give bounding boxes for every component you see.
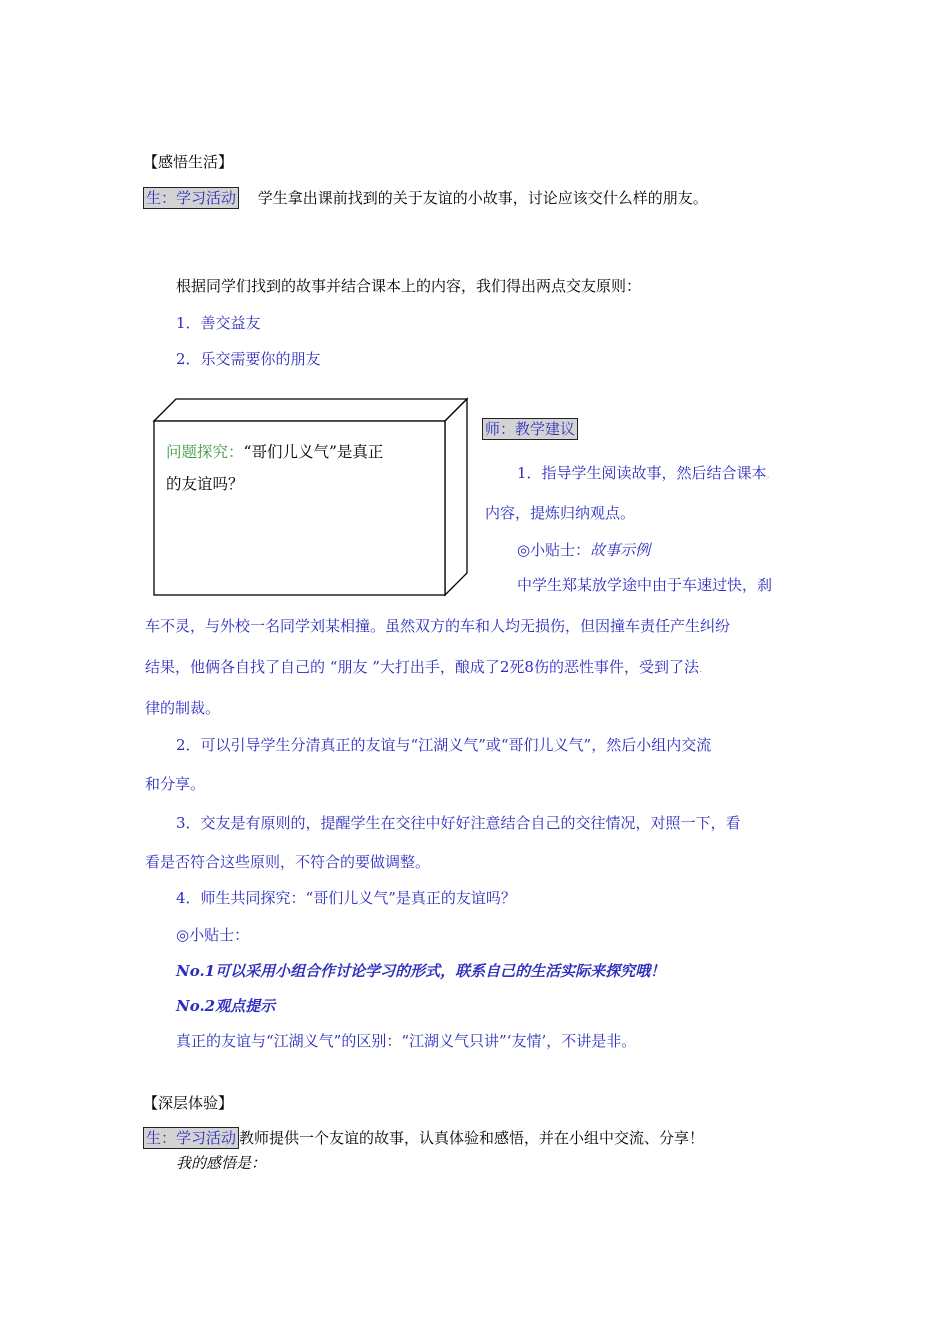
feeling-label: 我的感悟是： [176,1154,267,1172]
teacher-suggestion-tag: 师：教学建议 [482,418,578,440]
section-heading: 【深层体验】 [143,1094,234,1112]
activity-text: 学生拿出课前找到的关于友谊的小故事，讨论应该交什么样的朋友。 [257,189,708,207]
tip-no1: No.1可以采用小组合作讨论学习的形式，联系自己的生活实际来探究哦！ [176,962,666,980]
tip-title: 故事示例 [590,541,651,559]
inquiry-label: 问题探究： [166,443,244,461]
viewpoint-text: 真正的友谊与“江湖义气”的区别：“江湖义气只讲”‘友情’，不讲是非。 [176,1032,637,1050]
suggestion-2-line1: 2．可以引导学生分清真正的友谊与“江湖义气”或“哥们儿义气”，然后小组内交流 [176,736,712,754]
suggestion-3-line2: 看是否符合这些原则，不符合的要做调整。 [145,853,431,871]
story-line1: 中学生郑某放学途中由于车速过快，刹 [517,576,773,594]
suggestion-1-line1: 1．指导学生阅读故事，然后结合课本. [517,464,770,482]
student-activity-tag: 生：学习活动 [143,1127,239,1149]
principle-item: 2．乐交需要你的朋友 [176,350,321,368]
story-line3: 结果，他俩各自找了自己的 “朋友 ”大打出手，酿成了2死8伤的恶性事件，受到了法. [145,658,703,676]
activity-text: 教师提供一个友谊的故事，认真体验和感悟，并在小组中交流、分享！ [239,1129,705,1147]
edit-mark-icon: . [698,664,703,675]
tip-no2: No.2观点提示 [176,997,276,1015]
inquiry-text-line1: “哥们儿义气”是真正 [243,443,384,461]
suggestion-2-line2: 和分享。 [145,775,206,793]
tip-label: ◎小贴士： [517,541,591,559]
tip-row [517,539,650,560]
activity-row [143,1127,704,1149]
suggestion-3-line1: 3．交友是有原则的，提醒学生在交往中好好注意结合自己的交往情况，对照一下，看 [176,814,741,832]
edit-mark-icon: . [766,470,770,481]
section-heading: 【感悟生活】 [143,153,234,171]
story-line2: 车不灵，与外校一名同学刘某相撞。虽然双方的车和人均无损伤，但因撞车责任产生纠纷 [145,617,731,635]
tip2-label: ◎小贴士： [176,926,250,944]
teacher-tag-row [482,418,578,440]
suggestion-4: 4．师生共同探究：“哥们儿义气”是真正的友谊吗？ [176,889,516,907]
inquiry-text-line2: 的友谊吗？ [166,475,244,493]
story-line4: 律的制裁。 [145,699,221,717]
principles-intro: 根据同学们找到的故事并结合课本上的内容，我们得出两点交友原则： [176,277,642,295]
suggestion-1-line2: 内容，提炼归纳观点。 [485,504,636,522]
student-activity-tag: 生：学习活动 [143,187,239,209]
inquiry-question [166,440,383,462]
principle-item: 1．善交益友 [176,314,261,332]
